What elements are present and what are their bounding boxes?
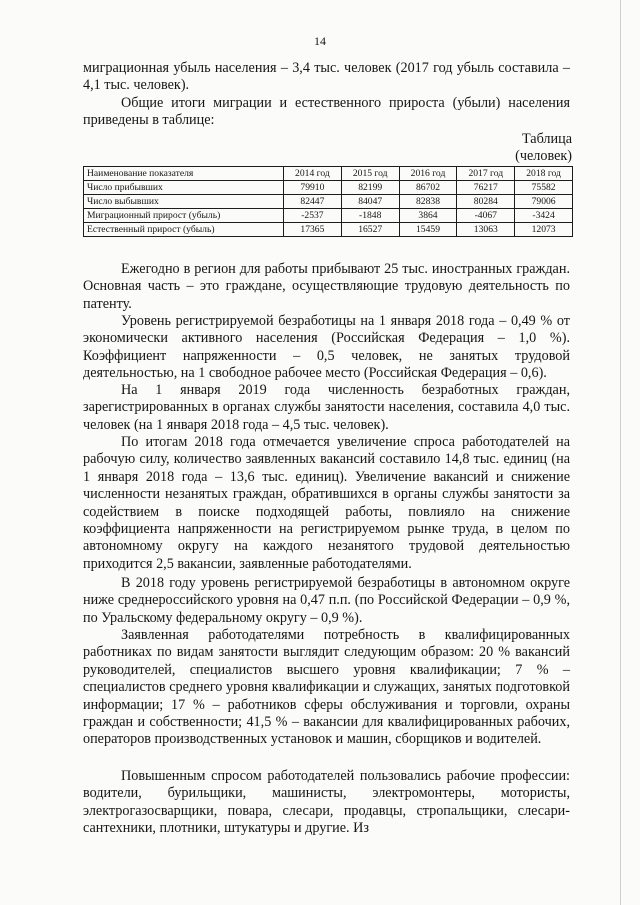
header-year: 2017 год xyxy=(457,167,515,181)
row-name: Число выбывших xyxy=(84,195,284,209)
table-cell: 80284 xyxy=(457,195,515,209)
table-unit: (человек) xyxy=(515,148,572,164)
header-year: 2016 год xyxy=(399,167,457,181)
table-cell: -2537 xyxy=(284,209,342,223)
row-name: Естественный прирост (убыль) xyxy=(84,223,284,237)
table-cell: 15459 xyxy=(399,223,457,237)
paragraph-foreign-workers: Ежегодно в регион для работы прибывают 25 тыс. иностранных граждан. Основная часть – это граждане, осуществляющие трудовую деятельность по патенту. xyxy=(83,261,570,312)
table-cell: -3424 xyxy=(515,209,573,223)
paragraph-table-intro: Общие итоги миграции и естественного прироста (убыли) населения приведены в таблице: xyxy=(83,95,570,129)
table-caption: Таблица xyxy=(521,131,572,147)
migration-table xyxy=(83,166,573,237)
table-cell: 13063 xyxy=(457,223,515,237)
table-cell: 75582 xyxy=(515,181,573,195)
table-cell: -4067 xyxy=(457,209,515,223)
table-row xyxy=(84,223,573,237)
row-name: Число прибывших xyxy=(84,181,284,195)
scan-edge-line xyxy=(620,0,621,905)
table-cell: 12073 xyxy=(515,223,573,237)
page-number: 14 xyxy=(314,34,326,48)
paragraph-unemployment-rate: Уровень регистрируемой безработицы на 1 января 2018 года – 0,49 % от экономически активного населения (Российская Федерация – 1,0 %). Коэффициент напряженности – 0,5 человек, не занятых трудовой деятельностью, на 1 свободное рабочее место (Российская Федерация – 0,6). xyxy=(83,313,570,382)
paragraph-in-demand-professions: Повышенным спросом работодателей пользовались рабочие профессии: водители, бурильщики, машинисты, электромонтеры, мотористы, электрогазосварщики, повара, слесари, продавцы, стропальщики, слесари-сантехники, плотники, штукатуры и другие. Из xyxy=(83,768,570,837)
table-cell: 86702 xyxy=(399,181,457,195)
table-cell: -1848 xyxy=(341,209,399,223)
table-cell: 79006 xyxy=(515,195,573,209)
table-header-row xyxy=(84,167,573,181)
paragraph-unemployment-comparison: В 2018 году уровень регистрируемой безработицы в автономном округе ниже среднероссийского уровня на 0,47 п.п. (по Российской Федерации – 0,9 %, по Уральскому федеральному округу – 0,9 %). xyxy=(83,575,570,626)
table-cell: 84047 xyxy=(341,195,399,209)
header-year: 2014 год xyxy=(284,167,342,181)
table-cell: 3864 xyxy=(399,209,457,223)
table-cell: 76217 xyxy=(457,181,515,195)
header-indicator: Наименование показателя xyxy=(84,167,284,181)
table-row xyxy=(84,195,573,209)
row-name: Миграционный прирост (убыль) xyxy=(84,209,284,223)
table-cell: 82838 xyxy=(399,195,457,209)
table-cell: 79910 xyxy=(284,181,342,195)
table-row xyxy=(84,209,573,223)
table-cell: 82199 xyxy=(341,181,399,195)
paragraph-employer-demand: Заявленная работодателями потребность в квалифицированных работниках по видам занятости выглядит следующим образом: 20 % вакансий руководителей, специалистов высшего уровня квалификации; 7 % – специалистов среднего уровня квалификации и служащих, занятых подготовкой информации; 17 % – работников сферы обслуживания и торговли, охраны граждан и собственности; 41,5 % – вакансии для квалифицированных рабочих, операторов производственных установок и машин, сборщиков и водителей. xyxy=(83,627,570,748)
table-cell: 16527 xyxy=(341,223,399,237)
header-year: 2015 год xyxy=(341,167,399,181)
header-year: 2018 год xyxy=(515,167,573,181)
table-row xyxy=(84,181,573,195)
paragraph-unemployed-count: На 1 января 2019 года численность безработных граждан, зарегистрированных в органах службы занятости населения, составила 4,0 тыс. человек (на 1 января 2018 года – 4,5 тыс. человек). xyxy=(83,382,570,433)
table-cell: 82447 xyxy=(284,195,342,209)
paragraph-vacancies: По итогам 2018 года отмечается увеличение спроса работодателей на рабочую силу, количество заявленных вакансий составило 14,8 тыс. единиц (на 1 января 2018 года – 13,6 тыс. единиц). Увеличение вакансий и снижение численности незанятых граждан, обратившихся в органы службы занятости за содействием в поиске подходящей работы, повлияло на снижение коэффициента напряженности на регистрируемом рынке труда, в целом по автономному округу на каждого незанятого трудовой деятельностью приходится 2,5 вакансии, заявленные работодателями. xyxy=(83,434,570,572)
table-cell: 17365 xyxy=(284,223,342,237)
paragraph-migration-loss: миграционная убыль населения – 3,4 тыс. человек (2017 год убыль составила – 4,1 тыс. человек). xyxy=(83,60,570,94)
